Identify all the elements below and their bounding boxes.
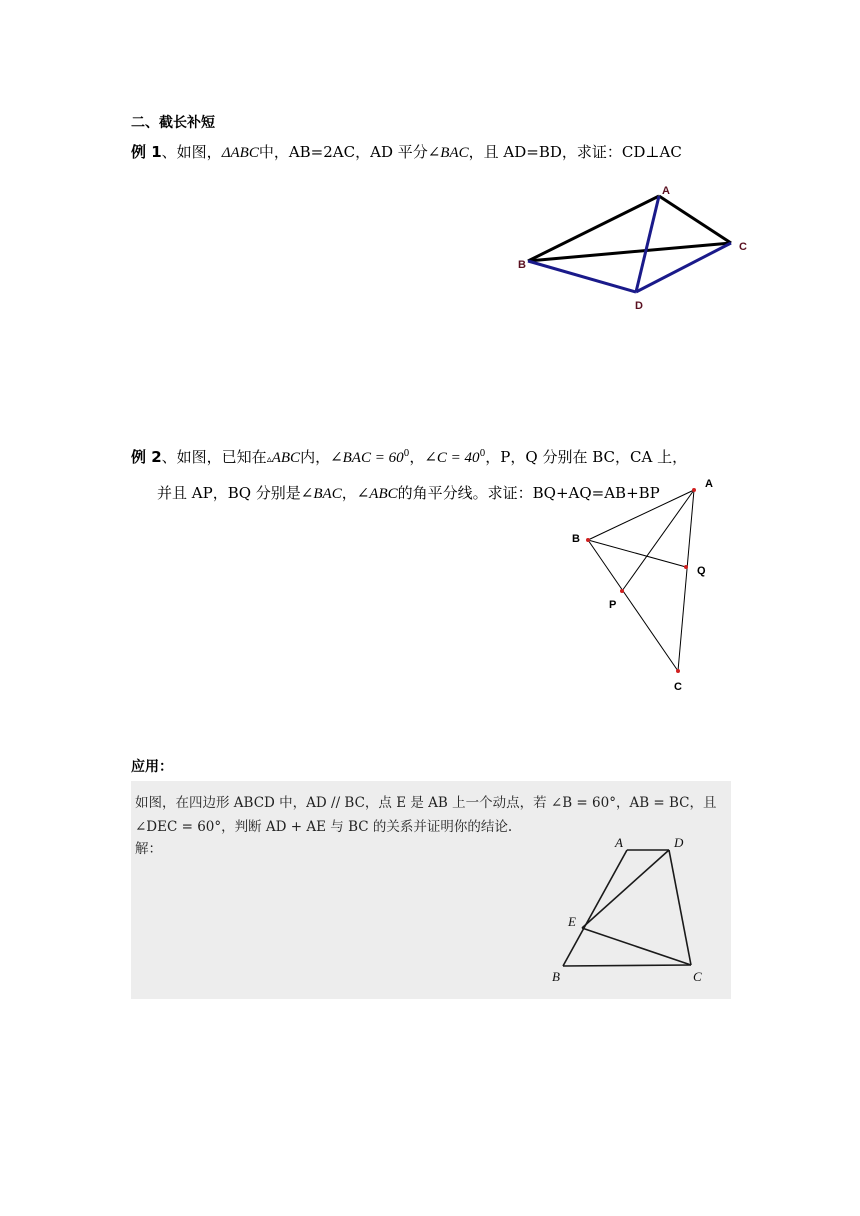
point-b: [586, 538, 590, 542]
point-q: [684, 565, 688, 569]
label-q: Q: [697, 565, 706, 577]
example2-lead: 例 2: [131, 448, 162, 466]
label-e: E: [568, 914, 576, 929]
small-triangle-symbol: ▵: [266, 454, 272, 465]
label-a: A: [705, 478, 713, 490]
label-a: A: [662, 185, 670, 197]
point-c: [676, 669, 680, 673]
problem-line2: ∠DEC = 60°，判断 AD + AE 与 BC 的关系并证明你的结论.: [135, 819, 513, 835]
scanned-problem: [131, 781, 731, 999]
angle-bac: ∠BAC: [427, 145, 469, 161]
example2-figure: [560, 475, 730, 695]
label-c: C: [693, 969, 702, 984]
segment-ec: [582, 928, 691, 965]
segment-ab: [588, 490, 694, 540]
segment-ac: [678, 490, 694, 671]
label-b: B: [518, 259, 526, 271]
example1-figure: [500, 180, 760, 315]
segment-bd: [528, 261, 636, 292]
segment-ad: [636, 196, 659, 292]
label-b: B: [572, 533, 580, 545]
angle-abc-bisector: ∠ABC: [356, 486, 398, 502]
segment-bc: [588, 540, 678, 671]
label-a: A: [615, 835, 623, 850]
triangle-abc-2: ABC: [271, 450, 301, 466]
segment-ac: [659, 196, 731, 243]
section-heading: 二、截长补短: [131, 115, 215, 131]
label-c: C: [674, 681, 682, 693]
example2-statement-line1: 例 2、如图，已知在▵ABC内，∠BAC = $60^0$，∠C = $40^0$，P，Q 分别在 BC，CA 上，: [131, 448, 688, 466]
angle-bac-bisector: ∠BAC: [300, 486, 342, 502]
example2-statement-line2: 并且 AP，BQ 分别是∠BAC，∠ABC的角平分线。求证：BQ+AQ=AB+BP: [157, 484, 660, 502]
segment-ap: [622, 490, 694, 591]
segment-bc: [563, 965, 691, 966]
angle-bac-value: ∠BAC = 60: [330, 450, 404, 466]
point-a: [692, 488, 696, 492]
label-d: D: [674, 835, 684, 850]
example1-lead: 例 1: [131, 143, 162, 161]
triangle-abc: ΔABC: [221, 145, 259, 161]
application-heading: 应用：: [131, 759, 173, 775]
answer-label: 解：: [135, 841, 162, 857]
label-p: P: [609, 599, 617, 611]
application-figure: [541, 829, 721, 989]
label-b: B: [552, 969, 560, 984]
segment-bq: [588, 540, 686, 567]
point-p: [620, 589, 624, 593]
label-d: D: [635, 300, 643, 312]
label-c: C: [739, 241, 747, 253]
example1-statement: 例 1、如图，ΔABC中，AB=2AC，AD 平分∠BAC，且 AD=BD，求证：CD⊥AC: [131, 143, 682, 161]
segment-ab: [563, 850, 627, 966]
problem-line1: 如图，在四边形 ABCD 中，AD // BC，点 E 是 AB 上一个动点，若 ∠B = 60°，AB = BC，且: [135, 795, 717, 811]
angle-c-value: ∠C = 40: [424, 450, 480, 466]
segment-ed: [582, 850, 669, 928]
segment-dc: [669, 850, 691, 965]
